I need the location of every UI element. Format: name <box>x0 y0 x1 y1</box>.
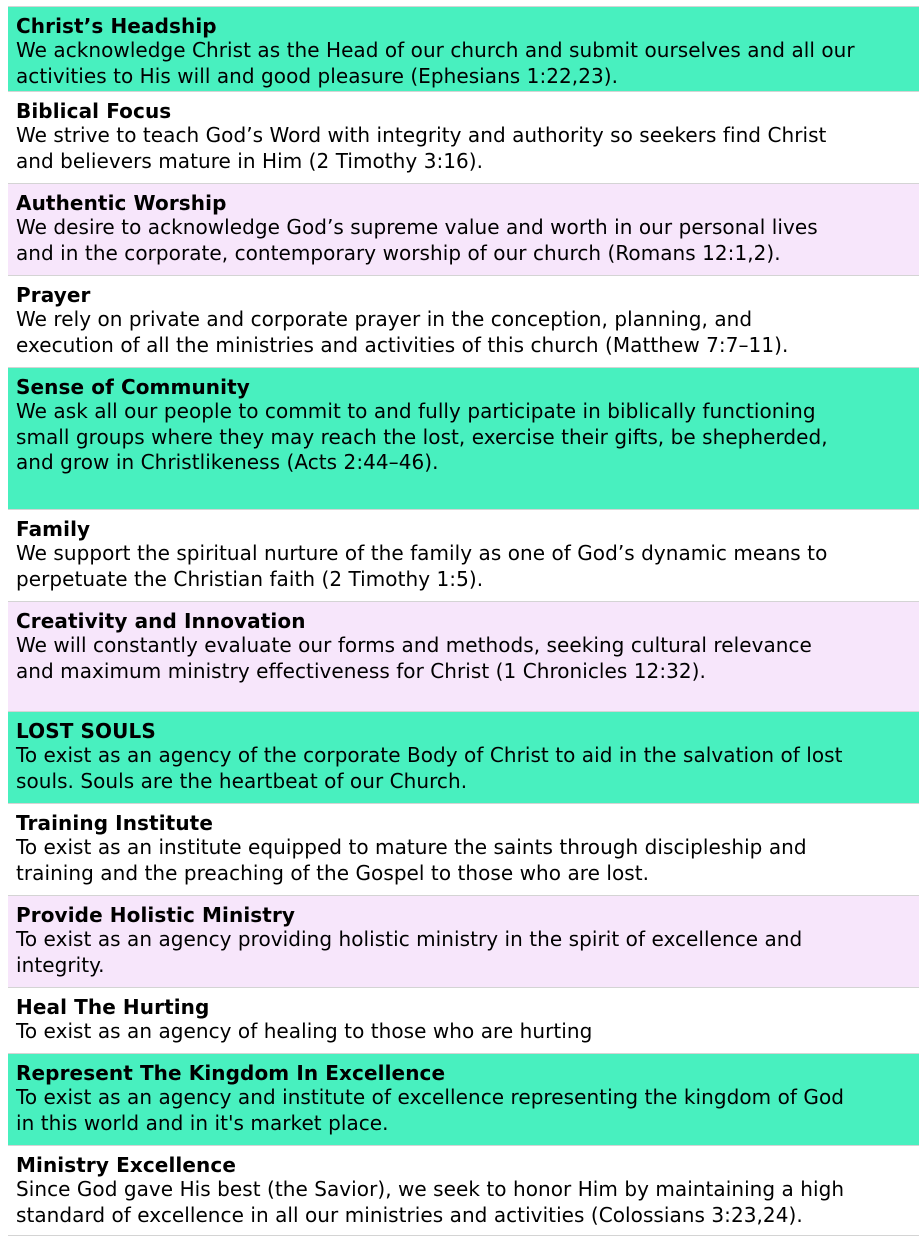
value-title: Provide Holistic Ministry <box>16 903 296 927</box>
value-title: Ministry Excellence <box>16 1153 236 1177</box>
value-title: Authentic Worship <box>16 191 227 215</box>
value-row <box>8 92 919 184</box>
value-title: Represent The Kingdom In Excellence <box>16 1061 446 1085</box>
value-row <box>8 1146 919 1236</box>
value-title: Biblical Focus <box>16 99 172 123</box>
value-row <box>8 804 919 896</box>
value-description: We rely on private and corporate prayer in the conception, planning, and execution of all the ministries and activities of this church (Matthew 7:7–11). <box>16 307 789 357</box>
value-title: LOST SOULS <box>16 719 156 743</box>
value-row <box>8 988 919 1054</box>
core-values-table <box>8 6 919 1236</box>
value-description: To exist as an institute equipped to mature the saints through discipleship and training and the preaching of the Gospel to those who are lost. <box>16 835 807 885</box>
value-description: Since God gave His best (the Savior), we seek to honor Him by maintaining a high standard of excellence in all our ministries and activities (Colossians 3:23,24). <box>16 1177 845 1227</box>
value-title: Training Institute <box>16 811 213 835</box>
value-row <box>8 1054 919 1146</box>
value-row <box>8 184 919 276</box>
value-row <box>8 896 919 988</box>
value-description: To exist as an agency providing holistic ministry in the spirit of excellence and integrity. <box>16 927 803 977</box>
value-row <box>8 6 919 92</box>
value-description: We strive to teach God’s Word with integrity and authority so seekers find Christ and believers mature in Him (2 Timothy 3:16). <box>16 123 827 173</box>
value-description: To exist as an agency of the corporate Body of Christ to aid in the salvation of lost souls. Souls are the heartbeat of our Church. <box>16 743 843 793</box>
value-title: Family <box>16 517 91 541</box>
value-row <box>8 368 919 510</box>
value-title: Christ’s Headship <box>16 14 217 38</box>
value-title: Heal The Hurting <box>16 995 210 1019</box>
value-description: We ask all our people to commit to and fully participate in biblically functioning small groups where they may reach the lost, exercise their gifts, be shepherded, and grow in Christlikeness (Acts 2:44–46). <box>16 399 828 474</box>
value-title: Creativity and Innovation <box>16 609 306 633</box>
value-description: We acknowledge Christ as the Head of our church and submit ourselves and all our activities to His will and good pleasure (Ephesians 1:22,23). <box>16 38 855 88</box>
value-row <box>8 712 919 804</box>
value-title: Sense of Community <box>16 375 250 399</box>
value-description: We will constantly evaluate our forms and methods, seeking cultural relevance and maximum ministry effectiveness for Christ (1 Chronicles 12:32). <box>16 633 812 683</box>
value-row <box>8 510 919 602</box>
value-description: To exist as an agency and institute of excellence representing the kingdom of God in this world and in it's market place. <box>16 1085 844 1135</box>
value-row <box>8 602 919 712</box>
value-description: To exist as an agency of healing to those who are hurting <box>16 1019 593 1043</box>
value-description: We desire to acknowledge God’s supreme value and worth in our personal lives and in the corporate, contemporary worship of our church (Romans 12:1,2). <box>16 215 818 265</box>
value-row <box>8 276 919 368</box>
value-title: Prayer <box>16 283 91 307</box>
value-description: We support the spiritual nurture of the family as one of God’s dynamic means to perpetuate the Christian faith (2 Timothy 1:5). <box>16 541 828 591</box>
